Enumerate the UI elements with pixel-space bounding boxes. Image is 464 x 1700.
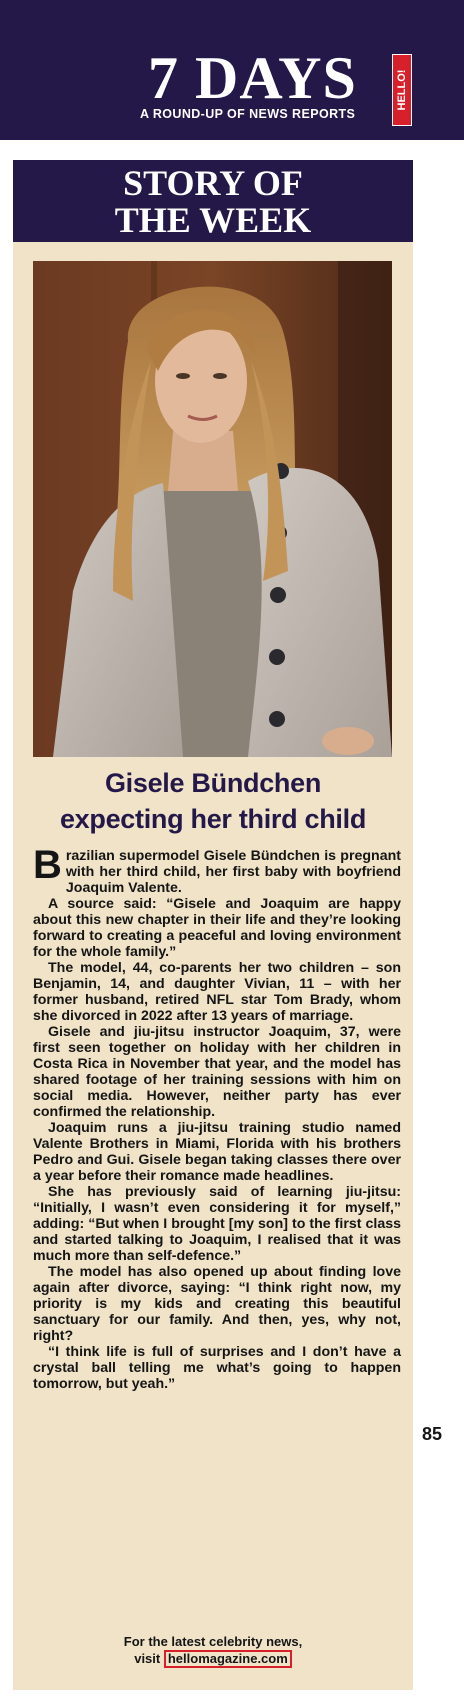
- page-number: 85: [422, 1424, 443, 1444]
- drop-cap: B: [33, 843, 62, 887]
- article-paragraph: [33, 843, 401, 896]
- footer-line-2: [13, 1650, 413, 1668]
- portrait-illustration: [33, 261, 392, 757]
- article-photo: [33, 261, 392, 757]
- article-paragraph: The model has also opened up about finding love again after divorce, saying: “I think right now, my priority is my kids and creating this beautiful sanctuary for our family. And then, yes, why not, right?: [33, 1264, 401, 1344]
- article-paragraph: Gisele and jiu-jitsu instructor Joaquim, 37, were first seen together on holiday with her children in Costa Rica in November that year, and the model has shared footage of her training sessions with him on social media. However, neither party has ever confirmed the relationship.: [33, 1024, 401, 1120]
- headline-line-1: Gisele Bündchen: [104, 768, 322, 798]
- hello-logo-text: HELLO!: [396, 69, 408, 111]
- section-banner-line-1: STORY OF: [123, 163, 303, 203]
- website-link[interactable]: hellomagazine.com: [164, 1650, 292, 1668]
- footer-line-1: For the latest celebrity news,: [123, 1634, 303, 1649]
- article-body: [33, 843, 401, 1392]
- paragraph-text: razilian supermodel Gisele Bündchen is pregnant with her third child, her first baby with boyfriend Joaquim Valente.: [65, 848, 401, 896]
- article-paragraph: A source said: “Gisele and Joaquim are happy about this new chapter in their life and they’re looking forward to creating a peaceful and loving environment for the whole family.”: [33, 896, 401, 960]
- section-banner: [13, 160, 413, 242]
- article-paragraph: Joaquim runs a jiu-jitsu training studio named Valente Brothers in Miami, Florida with his brothers Pedro and Gui. Gisele began taking classes there over a year before their romance made headlines.: [33, 1120, 401, 1184]
- magazine-section-title: 7 DAYS: [148, 45, 357, 111]
- article-paragraph: “I think life is full of surprises and I don’t have a crystal ball telling me what’s going to happen tomorrow, but yeah.”: [33, 1344, 401, 1392]
- footer-visit-text: visit: [134, 1651, 161, 1666]
- hello-logo-badge: [392, 54, 412, 126]
- story-panel: [13, 160, 413, 1690]
- masthead: [0, 0, 464, 140]
- section-banner-line-2: THE WEEK: [114, 200, 312, 240]
- article-paragraph: She has previously said of learning jiu-jitsu: “Initially, I wasn’t even considering it for myself,” adding: “But when I brought [my son] to the first class and started talking to Joaquim, I realised that it was much more than self-defence.”: [33, 1184, 401, 1264]
- masthead-subtitle: A ROUND-UP OF NEWS REPORTS: [140, 107, 356, 121]
- headline-line-2: expecting her third child: [59, 804, 367, 834]
- article-paragraph: The model, 44, co-parents her two children – son Benjamin, 14, and daughter Vivian, 11 – with her former husband, retired NFL star Tom Brady, whom she divorced in 2022 after 13 years of marriage.: [33, 960, 401, 1024]
- footer-note: [13, 1633, 413, 1668]
- article-headline: [13, 765, 413, 837]
